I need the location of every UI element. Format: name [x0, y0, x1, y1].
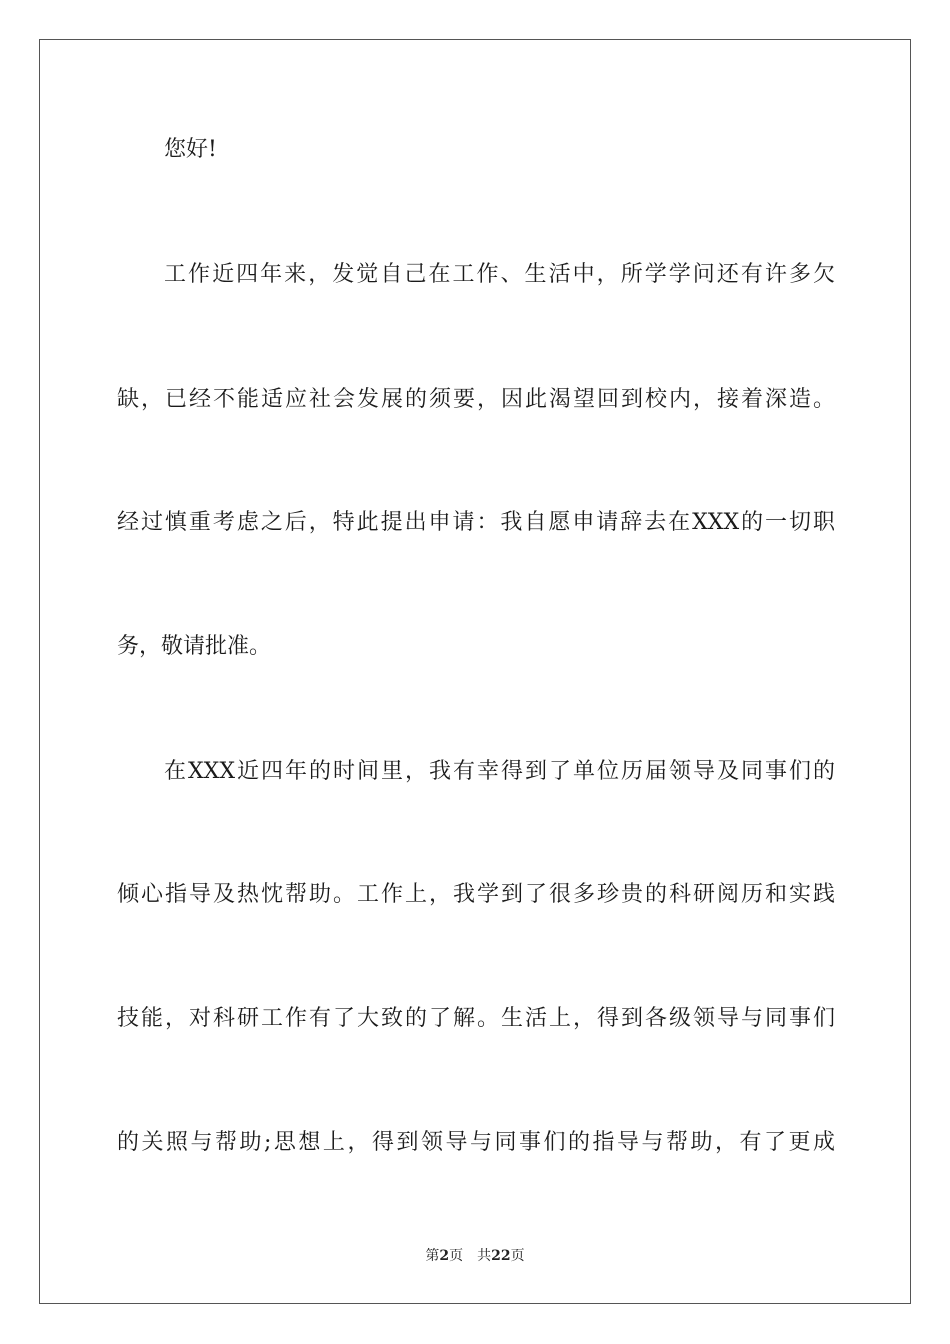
body-line-6: 倾心指导及热忱帮助。工作上，我学到了很多珍贵的科研阅历和实践 [117, 882, 835, 907]
greeting-line: 您好! [164, 137, 217, 162]
body-line-5: 在XXX近四年的时间里，我有幸得到了单位历届领导及同事们的 [164, 759, 835, 784]
footer-page-number: 2 [439, 1248, 450, 1264]
body-line-1: 工作近四年来，发觉自己在工作、生活中，所学学问还有许多欠 [164, 262, 835, 287]
footer-page-suffix: 页 [449, 1248, 464, 1264]
footer-total-prefix: 共 [477, 1248, 492, 1264]
body-line-7: 技能，对科研工作有了大致的了解。生活上，得到各级领导与同事们 [117, 1006, 835, 1031]
body-line-8: 的关照与帮助;思想上，得到领导与同事们的指导与帮助，有了更成 [117, 1130, 835, 1155]
body-line-4: 务，敬请批准。 [117, 634, 272, 659]
page-footer [0, 1246, 950, 1266]
footer-total-number: 22 [491, 1248, 511, 1264]
body-line-3: 经过慎重考虑之后，特此提出申请：我自愿申请辞去在XXX的一切职 [117, 510, 835, 535]
body-line-2: 缺，已经不能适应社会发展的须要，因此渴望回到校内，接着深造。 [117, 387, 835, 412]
page-border [39, 39, 911, 1304]
footer-total-suffix: 页 [510, 1248, 525, 1264]
footer-page-prefix: 第 [425, 1248, 440, 1264]
